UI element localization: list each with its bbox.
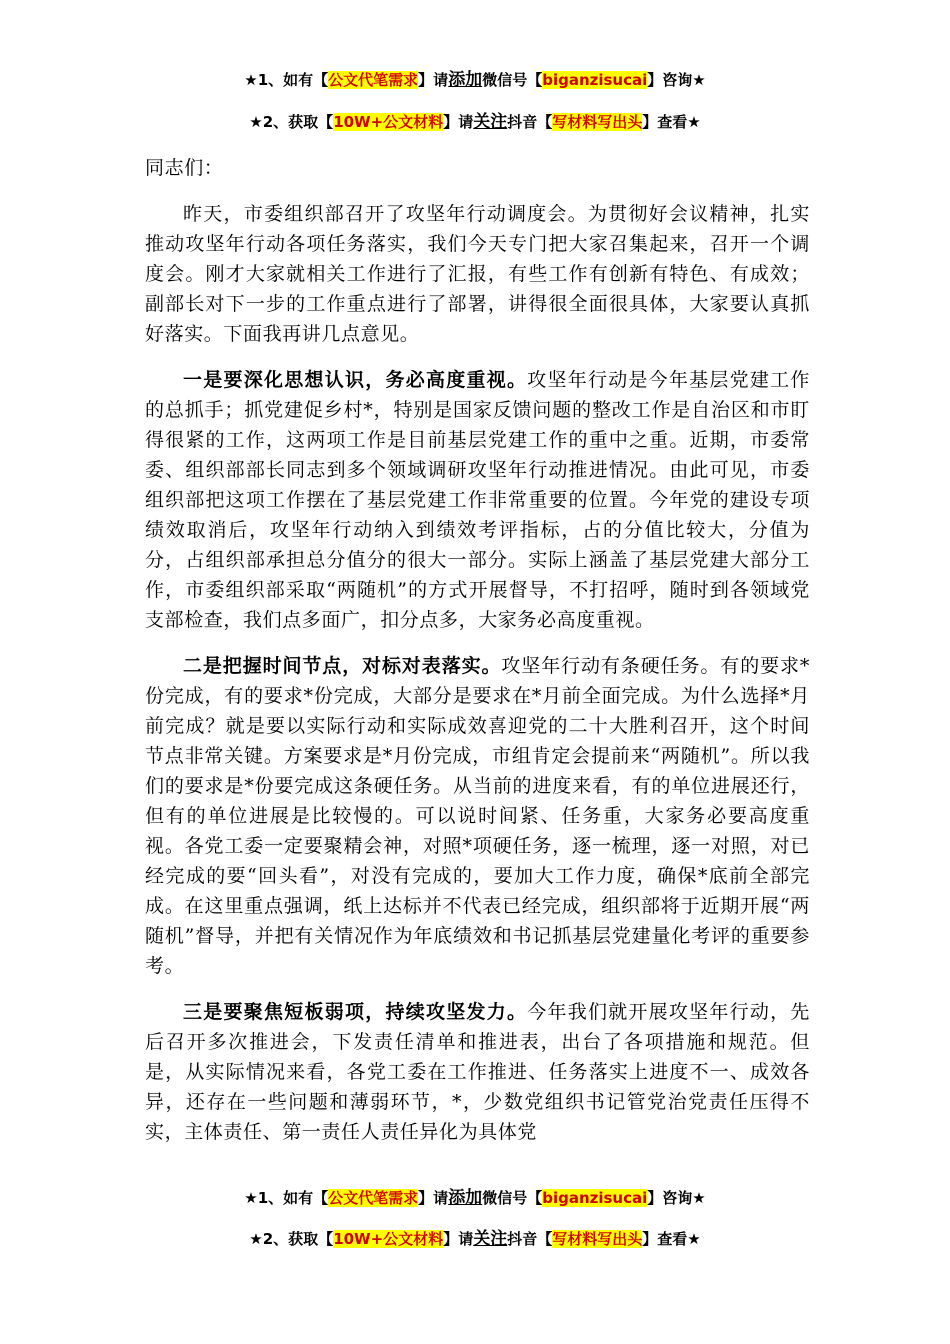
banner-text: 抖音【 (507, 113, 553, 131)
promo-banner-line-1 (0, 68, 950, 92)
point-3-heading: 三是要聚焦短板弱项，持续攻坚发力。 (183, 1001, 528, 1023)
banner-underlined: 关注 (473, 1229, 508, 1249)
banner-text: 】请 (418, 1189, 449, 1207)
banner-underlined: 关注 (473, 112, 508, 132)
banner-text: 微信号【 (482, 71, 543, 89)
point-2-heading: 二是把握时间节点，对标对表落实。 (183, 655, 502, 677)
banner-underlined: 添加 (448, 70, 483, 90)
banner-text: 微信号【 (482, 1189, 543, 1207)
banner-text: 】查看★ (642, 113, 701, 131)
promo-banner-line-1-footer (0, 1186, 950, 1210)
point-3-text: 今年我们就开展攻坚年行动，先后召开多次推进会，下发责任清单和推进表，出台了各项措施和规范。但是，从实际情况来看，各党工委在工作推进、任务落实上进度不一、成效各异，还存在一些问题和薄弱环节，*，少数党组织书记管党治党责任压得不实，主体责任、第一责任人责任异化为具体党 (145, 1001, 811, 1143)
point-2-paragraph (145, 651, 810, 981)
document-body (145, 153, 810, 1163)
intro-paragraph: 昨天，市委组织部召开了攻坚年行动调度会。为贯彻好会议精神，扎实推动攻坚年行动各项任务落实，我们今天专门把大家召集起来，召开一个调度会。刚才大家就相关工作进行了汇报，有些工作有创新有特色、有成效；副部长对下一步的工作重点进行了部署，讲得很全面很具体，大家要认真抓好落实。下面我再讲几点意见。 (145, 203, 810, 345)
banner-text: ★2、获取【 (249, 113, 334, 131)
banner-text: 】查看★ (642, 1230, 701, 1248)
promo-banner-line-2-footer (0, 1227, 950, 1251)
banner-highlight: 公文代笔需求 (328, 71, 419, 89)
banner-text: ★1、如有【 (244, 71, 329, 89)
banner-text: 抖音【 (507, 1230, 553, 1248)
banner-text: ★1、如有【 (244, 1189, 329, 1207)
banner-text: 】请 (418, 71, 449, 89)
banner-text: 】请 (443, 1230, 474, 1248)
banner-wechat-id: biganzisucai (542, 1189, 648, 1207)
point-1-heading: 一是要深化思想认识，务必高度重视。 (183, 369, 528, 391)
banner-highlight: 公文代笔需求 (328, 1189, 419, 1207)
banner-highlight: 10W+公文材料 (333, 113, 444, 131)
point-1-paragraph (145, 365, 810, 635)
banner-highlight: 10W+公文材料 (333, 1230, 444, 1248)
banner-text: 】咨询★ (647, 1189, 706, 1207)
promo-banner-line-2 (0, 110, 950, 134)
banner-text: ★2、获取【 (249, 1230, 334, 1248)
greeting: 同志们： (145, 157, 224, 179)
banner-douyin-name: 写材料写出头 (552, 1230, 643, 1248)
banner-underlined: 添加 (448, 1188, 483, 1208)
banner-text: 】请 (443, 113, 474, 131)
point-2-text: 攻坚年行动有条硬任务。有的要求*份完成，有的要求*份完成，大部分是要求在*月前全面完成。为什么选择*月前完成？就是要以实际行动和实际成效喜迎党的二十大胜利召开，这个时间节点非常关键。方案要求是*月份完成，市组肯定会提前来“两随机”。所以我们的要求是*份要完成这条硬任务。从当前的进度来看，有的单位进展还行，但有的单位进展是比较慢的。可以说时间紧、任务重，大家务必要高度重视。各党工委一定要聚精会神，对照*项硬任务，逐一梳理，逐一对照，对已经完成的要“回头看”，对没有完成的，要加大工作力度，确保*底前全部完成。在这里重点强调，纸上达标并不代表已经完成，组织部将于近期开展“两随机”督导，并把有关情况作为年底绩效和书记抓基层党建量化考评的重要参考。 (145, 655, 810, 977)
banner-text: 】咨询★ (647, 71, 706, 89)
point-3-paragraph (145, 997, 810, 1147)
banner-douyin-name: 写材料写出头 (552, 113, 643, 131)
point-1-text: 攻坚年行动是今年基层党建工作的总抓手；抓党建促乡村*，特别是国家反馈问题的整改工作是自治区和市盯得很紧的工作，这两项工作是目前基层党建工作的重中之重。近期，市委常委、组织部部长同志到多个领域调研攻坚年行动推进情况。由此可见，市委组织部把这项工作摆在了基层党建工作非常重要的位置。今年党的建设专项绩效取消后，攻坚年行动纳入到绩效考评指标，占的分值比较大，分值为分，占组织部承担总分值分的很大一部分。实际上涵盖了基层党建大部分工作，市委组织部采取“两随机”的方式开展督导，不打招呼，随时到各领域党支部检查，我们点多面广，扣分点多，大家务必高度重视。 (145, 369, 811, 631)
banner-wechat-id: biganzisucai (542, 71, 648, 89)
